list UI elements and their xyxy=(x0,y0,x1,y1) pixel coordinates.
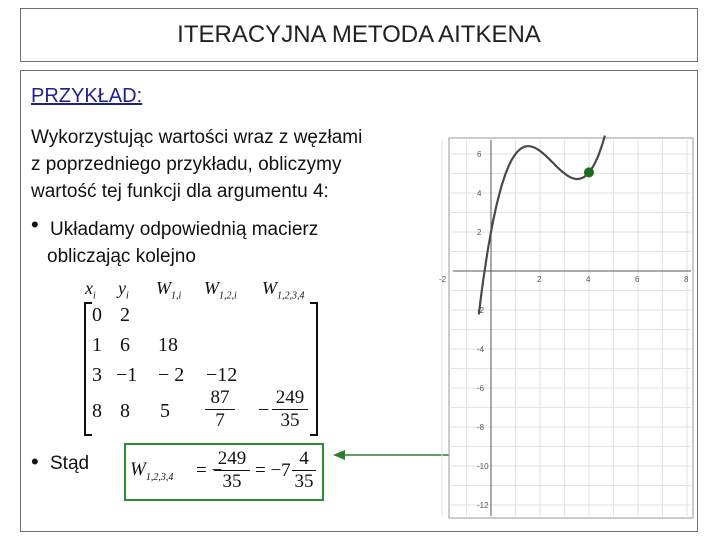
matrix-header: $W_{1,2,i}$ xyxy=(204,278,237,302)
y-tick-label: -12 xyxy=(477,501,489,510)
slide-title: ITERACYJNA METODA AITKENA xyxy=(177,21,541,48)
matrix-cell: −1 xyxy=(116,364,138,386)
matrix-cell: 1 xyxy=(92,334,102,356)
matrix-minus-sign: − xyxy=(258,399,270,421)
matrix-cell: −12 xyxy=(206,364,238,386)
matrix-header: $y_i$ xyxy=(118,278,129,302)
matrix-fraction: 249 35 xyxy=(272,388,308,431)
matrix-cell: 0 xyxy=(92,304,102,326)
y-tick-label: -4 xyxy=(477,345,485,354)
matrix-fraction: 87 7 xyxy=(205,388,235,431)
pointer-arrowhead xyxy=(333,450,345,460)
y-tick-label: -2 xyxy=(477,306,485,315)
x-tick-label: 6 xyxy=(635,275,640,284)
matrix-cell: 3 xyxy=(92,364,102,386)
matrix-cell: 6 xyxy=(120,334,130,356)
y-tick-label: 4 xyxy=(477,189,482,198)
y-tick-label: -6 xyxy=(477,384,485,393)
x-tick-label: 8 xyxy=(684,275,689,284)
matrix-header: $W_{1,i}$ xyxy=(156,278,182,302)
y-tick-label: 6 xyxy=(477,150,482,159)
intro-line: wartość tej funkcji dla argumentu 4: xyxy=(31,181,329,202)
matrix-cell: 2 xyxy=(120,304,130,326)
example-heading: PRZYKŁAD: xyxy=(31,85,143,107)
matrix-cell: 8 xyxy=(120,400,130,422)
result-fraction: 249 35 xyxy=(214,449,250,492)
result-equals: = −7 xyxy=(255,460,291,481)
x-tick-label: 2 xyxy=(537,275,542,284)
matrix-header: $W_{1,2,3,4}$ xyxy=(262,278,305,302)
bullet-line: obliczając kolejno xyxy=(47,246,196,267)
y-tick-label: 2 xyxy=(477,228,482,237)
bullet-line: Układamy odpowiednią macierz xyxy=(50,219,319,240)
result-equals: = − xyxy=(196,460,223,481)
matrix-header: $x_i$ xyxy=(85,278,96,302)
function-graph xyxy=(439,138,693,518)
result-fraction: 4 35 xyxy=(292,449,316,492)
evaluated-point-marker xyxy=(584,167,594,177)
graph-frame xyxy=(449,138,693,518)
intro-line: z poprzedniego przykładu, obliczymy xyxy=(31,154,342,175)
bullet-icon: • xyxy=(31,449,39,474)
intro-line: Wykorzystując wartości wraz z węzłami xyxy=(31,127,363,148)
matrix-cell: 8 xyxy=(92,400,102,422)
matrix-cell: 18 xyxy=(158,334,178,356)
matrix-cell: 5 xyxy=(160,400,170,422)
result-lhs: $W_{1,2,3,4}$ xyxy=(130,459,174,483)
bullet-2-text: Stąd xyxy=(50,453,90,474)
x-tick-label: -2 xyxy=(439,275,447,284)
bullet-icon: • xyxy=(31,212,39,237)
matrix-cell: − 2 xyxy=(158,364,185,386)
y-tick-label: -10 xyxy=(477,462,489,471)
x-tick-label: 4 xyxy=(586,275,591,284)
y-tick-label: -8 xyxy=(477,423,485,432)
